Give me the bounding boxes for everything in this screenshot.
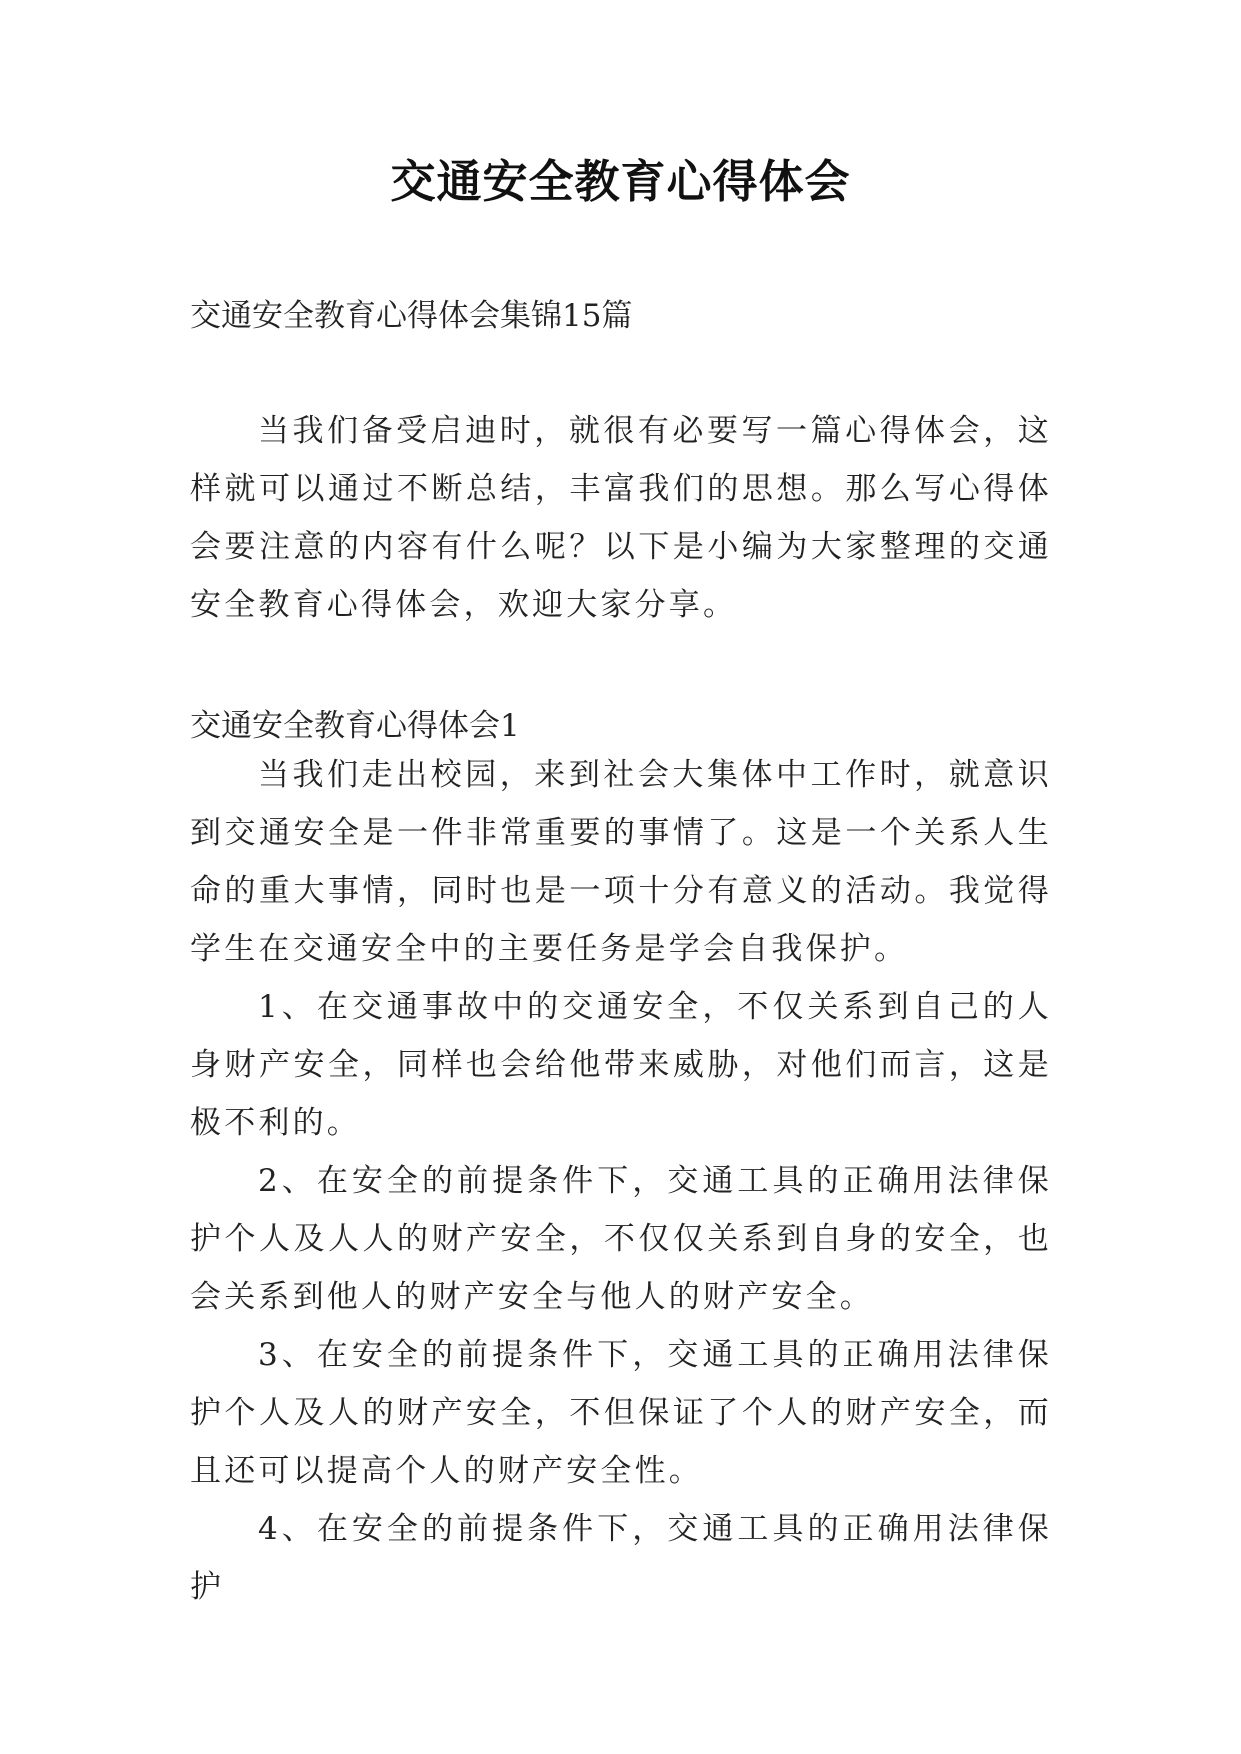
paragraph-5: 4、在安全的前提条件下，交通工具的正确用法律保护	[190, 1511, 1052, 1605]
paragraph-3: 2、在安全的前提条件下，交通工具的正确用法律保护个人及人人的财产安全，不仅仅关系到自身的安全，也会关系到他人的财产安全与他人的财产安全。	[190, 1163, 1052, 1315]
paragraph-1: 当我们走出校园，来到社会大集体中工作时，就意识到交通安全是一件非常重要的事情了。这是一个关系人生命的重大事情，同时也是一项十分有意义的活动。我觉得学生在交通安全中的主要任务是学会自我保护。	[190, 757, 1052, 967]
document-title: 交通安全教育心得体会	[390, 155, 851, 208]
paragraph-2: 1、在交通事故中的交通安全，不仅关系到自己的人身财产安全，同样也会给他带来威胁，对他们而言，这是极不利的。	[190, 989, 1052, 1141]
section-heading: 交通安全教育心得体会1	[190, 708, 520, 744]
intro-paragraph: 当我们备受启迪时，就很有必要写一篇心得体会，这样就可以通过不断总结，丰富我们的思想。那么写心得体会要注意的内容有什么呢？以下是小编为大家整理的交通安全教育心得体会，欢迎大家分享。	[190, 413, 1052, 623]
paragraph-4: 3、在安全的前提条件下，交通工具的正确用法律保护个人及人的财产安全，不但保证了个人的财产安全，而且还可以提高个人的财产安全性。	[190, 1337, 1052, 1489]
document-subtitle: 交通安全教育心得体会集锦15篇	[190, 298, 633, 334]
